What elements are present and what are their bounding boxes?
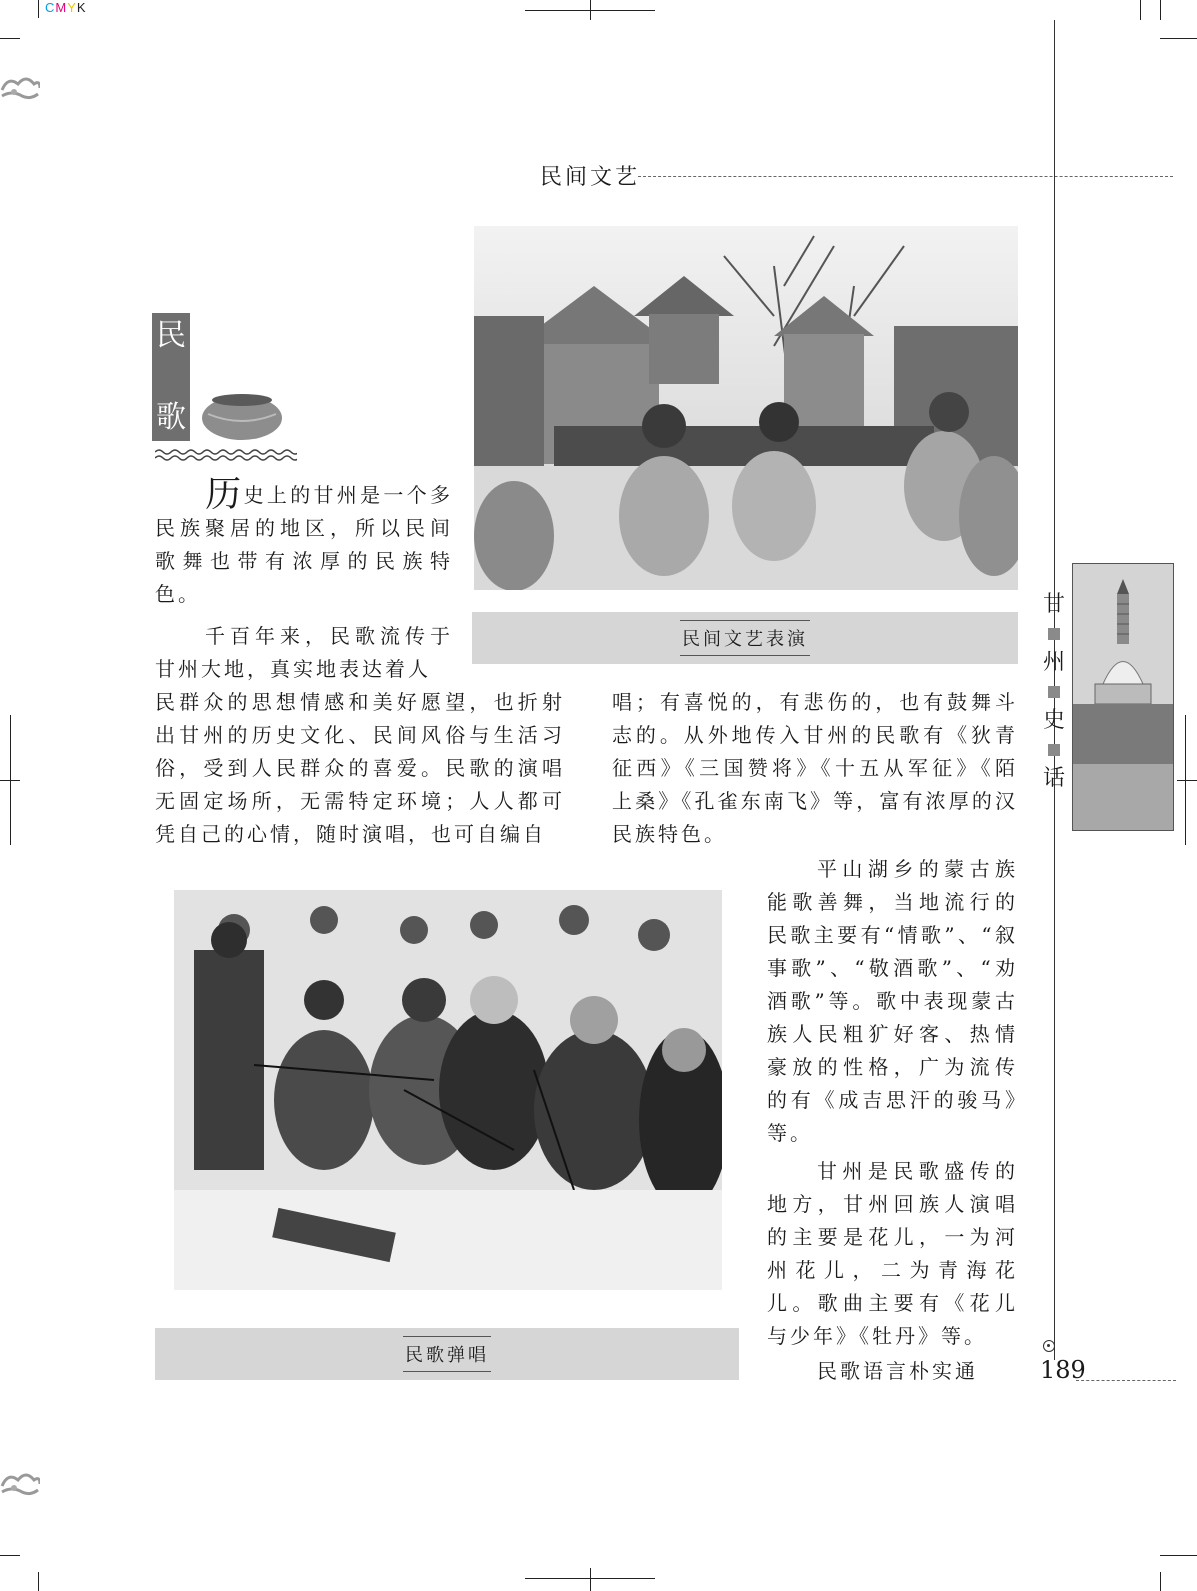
page-marker-icon: [1043, 1340, 1055, 1352]
book-title-char: 话: [1042, 766, 1065, 791]
footer-dashed-rule: [1076, 1380, 1176, 1381]
cloud-ornament-icon: [0, 1466, 40, 1502]
header-dashed-rule: [638, 176, 1173, 177]
folk-song-performance-photo: [174, 890, 722, 1290]
book-title-char: 州: [1042, 650, 1065, 675]
cloud-ornament-icon: [0, 70, 40, 106]
crop-mark: [0, 38, 20, 39]
crop-mark: [1160, 1572, 1161, 1591]
crop-mark: [590, 0, 591, 20]
book-title-char: 史: [1042, 708, 1065, 733]
crop-mark: [0, 1555, 20, 1556]
crop-mark: [1140, 0, 1141, 20]
right-column-text: 唱；有喜悦的，有悲伤的，也有鼓舞斗志的。从外地传入甘州的民歌有《狄青征西》《三国赞将》《十五从军征》《陌上桑》《孔雀东南飞》等，富有浓厚的汉民族特色。: [612, 690, 1018, 846]
pagoda-thumbnail-photo: [1072, 563, 1174, 831]
bottom-photo-caption: [155, 1328, 739, 1380]
cmyk-registration-mark: CMYK: [45, 0, 87, 15]
folk-art-performance-photo: [474, 226, 1018, 590]
running-header-title: 民间文艺: [540, 165, 641, 190]
section-heading: [152, 313, 190, 441]
crop-mark: [0, 780, 20, 781]
page-number: 189: [1040, 1356, 1086, 1384]
separator-square: [1048, 744, 1060, 756]
drop-cap: 历: [205, 474, 244, 515]
book-title-vertical: [1042, 592, 1066, 792]
book-title-char: 甘: [1042, 592, 1065, 617]
paragraph-4: 甘州是民歌盛传的地方，甘州回族人演唱的主要是花儿，一为河州花儿，二为青海花儿。歌曲主要有《花儿与少年》《牡丹》等。: [767, 1159, 1018, 1348]
bottom-photo-caption-text: 民歌弹唱: [403, 1336, 491, 1372]
clay-pot-icon: [200, 390, 284, 442]
paragraph-1: 历史上的甘州是一个多民族聚居的地区，所以民间歌舞也带有浓厚的民族特色。: [155, 474, 453, 606]
section-heading-char: 歌: [156, 400, 186, 435]
separator-square: [1048, 628, 1060, 640]
crop-mark: [38, 1572, 39, 1591]
left-column-text: 民群众的思想情感和美好愿望，也折射出甘州的历史文化、民间风俗与生活习俗，受到人民群众的喜爱。民歌的演唱无固定场所，无需特定环境；人人都可凭自己的心情，随时演唱，也可自编自: [155, 690, 565, 846]
crop-mark: [38, 0, 39, 18]
paragraph-3: 平山湖乡的蒙古族能歌善舞，当地流行的民歌主要有“情歌”、“叙事歌”、“敬酒歌”、“劝酒歌”等。歌中表现蒙古族人民粗犷好客、热情豪放的性格，广为流传的有《成吉思汗的骏马》等。: [767, 857, 1018, 1145]
crop-mark: [590, 1568, 591, 1591]
top-photo-caption-text: 民间文艺表演: [680, 620, 810, 656]
crop-mark: [1160, 0, 1161, 20]
section-heading-char: 民: [156, 318, 186, 353]
crop-mark: [1177, 780, 1197, 781]
wavy-divider: [155, 448, 297, 462]
paragraph-2-start: 千百年来，民歌流传于甘州大地，真实地表达着人: [155, 624, 453, 681]
paragraph-5-start: 民歌语言朴实通: [817, 1359, 978, 1383]
crop-mark: [1160, 1555, 1197, 1556]
separator-square: [1048, 686, 1060, 698]
top-photo-caption: [472, 612, 1018, 664]
crop-mark: [1160, 38, 1197, 39]
